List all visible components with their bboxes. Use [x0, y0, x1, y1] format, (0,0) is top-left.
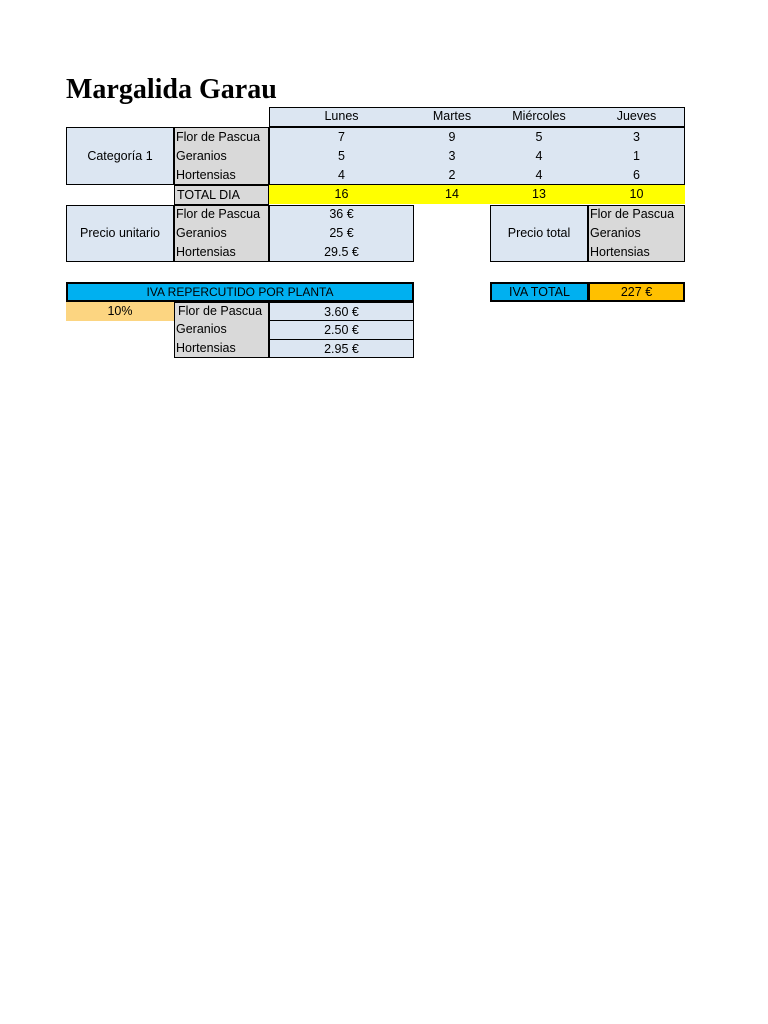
day-header-miercoles[interactable]: Miércoles — [512, 109, 566, 123]
categoria-cell[interactable]: 3 — [448, 149, 456, 163]
iva-row-value[interactable]: 2.50 € — [269, 320, 414, 340]
total-dia-cell[interactable]: 10 — [629, 187, 644, 201]
categoria-cell[interactable]: 7 — [338, 130, 345, 144]
categoria-cell[interactable]: 3 — [633, 130, 640, 144]
iva-row-value[interactable]: 2.95 € — [269, 339, 414, 358]
categoria-cell[interactable]: 2 — [448, 168, 456, 182]
precio-total-row-name[interactable]: Geranios — [590, 226, 641, 240]
precio-unitario-value[interactable]: 36 € — [329, 207, 354, 221]
categoria-row-name[interactable]: Hortensias — [176, 168, 236, 182]
iva-row-value[interactable]: 3.60 € — [269, 302, 414, 321]
total-dia-cell[interactable]: 13 — [532, 187, 546, 201]
precio-unitario-value[interactable]: 29.5 € — [324, 245, 359, 259]
precio-total-row-name[interactable]: Hortensias — [590, 245, 650, 259]
precio-unitario-label[interactable]: Precio unitario — [66, 205, 174, 262]
categoria-cell[interactable]: 4 — [535, 149, 543, 163]
iva-row-name[interactable]: Geranios — [176, 322, 227, 336]
categoria-cell[interactable]: 1 — [633, 149, 640, 163]
day-header-lunes[interactable]: Lunes — [324, 109, 359, 123]
total-dia-label[interactable]: TOTAL DIA — [174, 185, 269, 205]
categoria-row-name[interactable]: Flor de Pascua — [176, 130, 261, 144]
iva-total-label[interactable]: IVA TOTAL — [490, 282, 589, 302]
day-header-jueves[interactable]: Jueves — [616, 109, 657, 123]
categoria-cell[interactable]: 5 — [535, 130, 543, 144]
precio-total-label[interactable]: Precio total — [490, 205, 588, 262]
categoria-cell[interactable]: 6 — [633, 168, 640, 182]
iva-row-name[interactable]: Hortensias — [176, 341, 236, 355]
page-title: Margalida Garau — [66, 74, 277, 105]
iva-total-value[interactable]: 227 € — [588, 282, 685, 302]
precio-unitario-row-name[interactable]: Flor de Pascua — [176, 207, 261, 221]
iva-header[interactable]: IVA REPERCUTIDO POR PLANTA — [66, 282, 414, 302]
total-dia-cell[interactable]: 14 — [445, 187, 459, 201]
precio-total-row-name[interactable]: Flor de Pascua — [590, 207, 675, 221]
categoria-cell[interactable]: 4 — [535, 168, 543, 182]
categoria-label[interactable]: Categoría 1 — [66, 127, 174, 185]
categoria-cell[interactable]: 9 — [448, 130, 456, 144]
categoria-cell[interactable]: 5 — [338, 149, 345, 163]
day-header-martes[interactable]: Martes — [432, 109, 472, 123]
categoria-cell[interactable]: 4 — [338, 168, 345, 182]
precio-unitario-row-name[interactable]: Hortensias — [176, 245, 236, 259]
categoria-row-name[interactable]: Geranios — [176, 149, 227, 163]
iva-row-name[interactable]: Flor de Pascua — [178, 304, 263, 318]
total-dia-cell[interactable]: 16 — [334, 187, 349, 201]
precio-unitario-row-name[interactable]: Geranios — [176, 226, 227, 240]
iva-rate[interactable]: 10% — [66, 302, 174, 321]
precio-unitario-value[interactable]: 25 € — [329, 226, 354, 240]
